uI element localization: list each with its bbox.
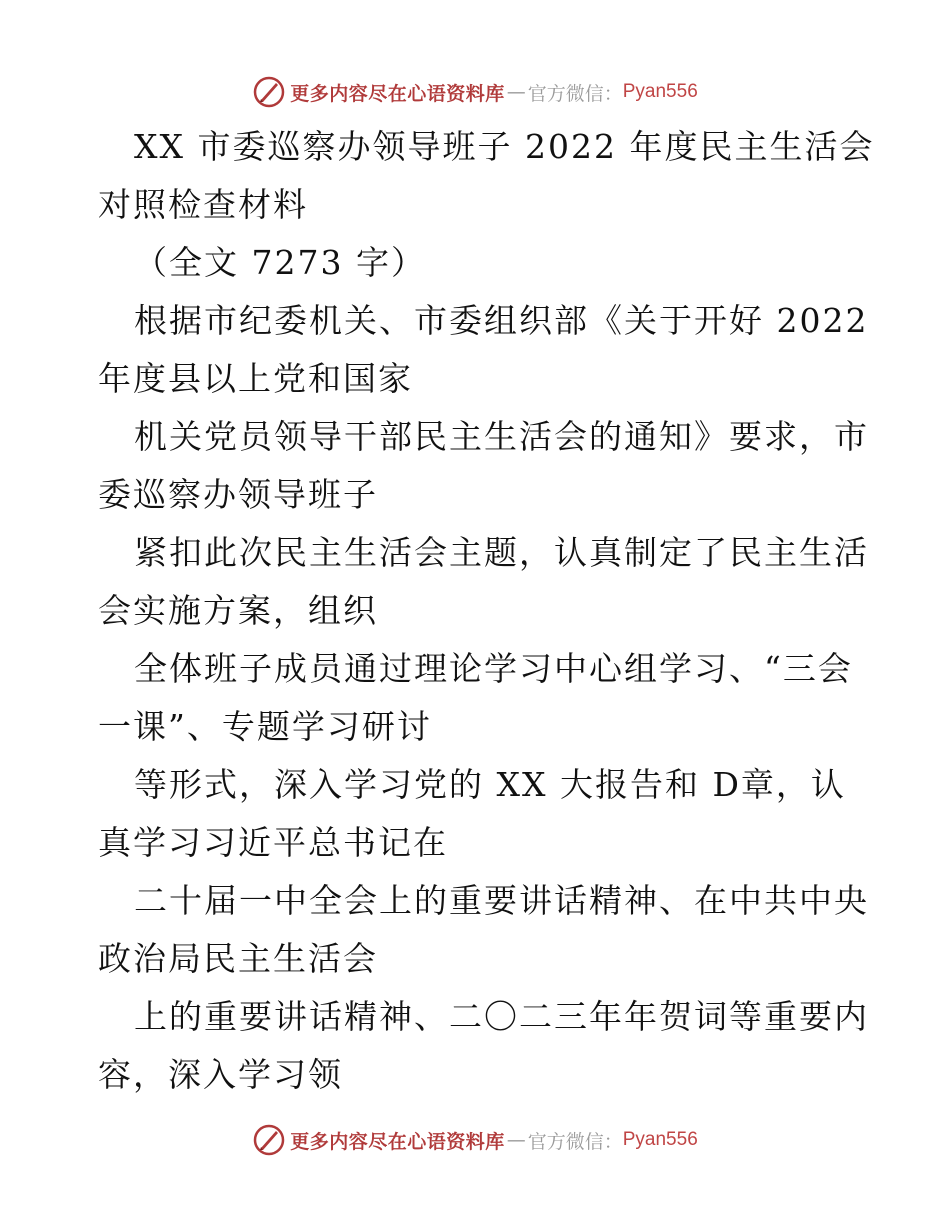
quill-seal-icon <box>252 1123 286 1157</box>
text-line: 根据市纪委机关、市委组织部《关于开好 2022 <box>134 301 869 340</box>
text-line: （全文 7273 字） <box>134 243 426 282</box>
watermark-wechat-id: Pyan556 <box>622 1129 698 1150</box>
watermark-wechat-label: 官方微信： <box>527 82 623 105</box>
text-line: 等形式，深入学习党的 XX 大报告和 D章，认 <box>134 765 846 804</box>
text-line: XX 市委巡察办领导班子 2022 年度民主生活会 <box>134 127 875 166</box>
watermark-main-text: 更多内容尽在心语资料库 <box>290 1130 505 1153</box>
text-line: 二十届一中全会上的重要讲话精神、在中共中央 <box>134 881 869 920</box>
text-line: 对照检查材料 <box>98 185 308 224</box>
text-line: 会实施方案，组织 <box>98 591 378 630</box>
watermark-wechat-label: 官方微信： <box>527 1130 623 1153</box>
text-line: 全体班子成员通过理论学习中心组学习、“三会 <box>134 649 853 688</box>
text-line: 容，深入学习领 <box>98 1055 343 1094</box>
text-line: 委巡察办领导班子 <box>98 475 378 514</box>
text-line: 机关党员领导干部民主生活会的通知》要求，市 <box>134 417 869 456</box>
header-watermark <box>0 72 950 112</box>
text-line: 真学习习近平总书记在 <box>98 823 448 862</box>
quill-seal-icon <box>252 75 286 109</box>
footer-watermark <box>0 1120 950 1160</box>
text-line: 上的重要讲话精神、二〇二三年年贺词等重要内 <box>134 997 869 1036</box>
document-body <box>98 118 875 1104</box>
text-line: 一课”、专题学习研讨 <box>98 707 432 746</box>
watermark-separator: — <box>506 1129 526 1151</box>
watermark-separator: — <box>506 81 526 103</box>
watermark-wechat-id: Pyan556 <box>622 81 698 102</box>
text-line: 年度县以上党和国家 <box>98 359 413 398</box>
text-line: 紧扣此次民主生活会主题，认真制定了民主生活 <box>134 533 869 572</box>
watermark-main-text: 更多内容尽在心语资料库 <box>290 82 505 105</box>
text-line: 政治局民主生活会 <box>98 939 378 978</box>
